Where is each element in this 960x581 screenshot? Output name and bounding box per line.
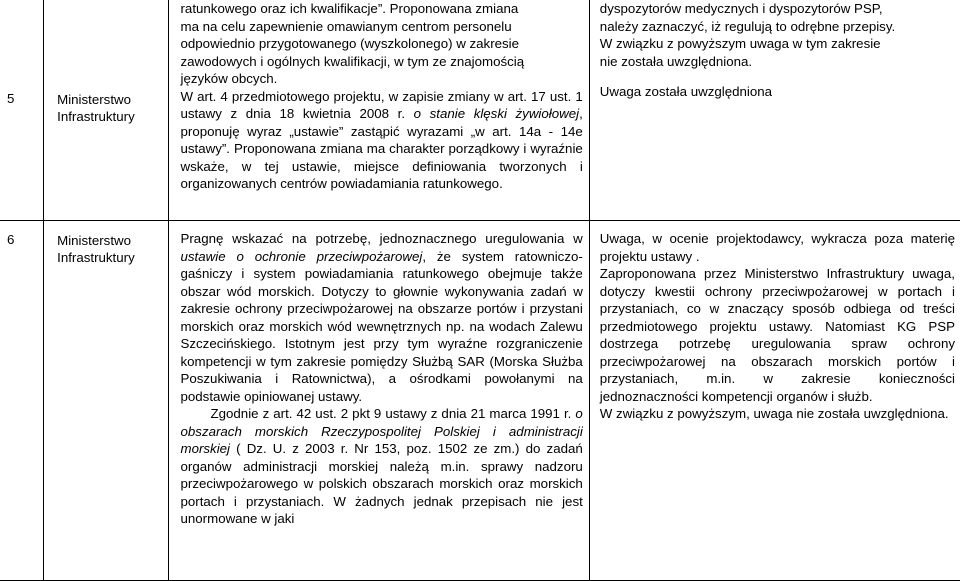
response-line: dyspozytorów medycznych i dyspozytorów PSP, [599,1,883,16]
row-number: 5 [0,0,44,221]
text-line: ma na celu zapewnienie omawianym centrom personelu [180,18,512,34]
response-line: W związku z powyższym uwaga w tym zakresie [599,36,881,51]
text-line: zawodowych i ogólnych kwalifikacji, w tym ze znajomością [180,53,525,69]
author-line: Infrastruktury [57,109,135,124]
response-paragraph: Zaproponowana przez Ministerstwo Infrastruktury uwaga, dotyczy kwestii ochrony przeciwpożarowej w portach i przystaniach, co w znaczący sposób odbiega od treści przedmiotowego projektu ustawy. Natomiast KG PSP dostrzega potrzebę uregulowania spraw ochrony przeciwpożarowej na obszarach morskich portów i przystaniach, m.in. w zakresie konieczności jednoznaczności kompetencji organów i służb. [599,266,955,404]
author-line: Ministerstwo [57,92,132,107]
row-number: 6 [0,221,44,581]
comment-paragraph: Zgodnie z art. 42 ust. 2 pkt 9 ustawy z dnia 21 marca 1991 r. o obszarach morskich Rzeczypospolitej Polskiej i administracji morskiej ( Dz. U. z 2003 r. Nr 153, poz. 1502 ze zm.) do zadań organów administracji morskiej należą m.in. sprawy nadzoru przeciwpożarowego w polskich obszarach morskich oraz morskich portach i przystaniach. W żadnych jednak przepisach nie jest unormowane w jaki [180,406,583,526]
comment-paragraph: W art. 4 przedmiotowego projektu, w zapisie zmiany w art. 17 ust. 1 ustawy z dnia 18 kwietnia 2008 r. o stanie klęski żywiołowej, proponuję wyraz „ustawie” zastąpić wyrazami „w art. 14a - 14e ustawy”. Proponowana zmiana ma charakter porządkowy i wyraźnie wskaże, w tej ustawie, miejsce definiowania tworzonych i organizowanych centrów powiadamiania ratunkowego. [180,88,583,191]
response-line: należy zaznaczyć, iż regulują to odrębne przepisy. [599,18,896,34]
response-paragraph: Uwaga, w ocenie projektodawcy, wykracza poza materię projektu ustawy . [599,231,955,264]
author-line: Ministerstwo [57,233,132,248]
table-row-5 [0,0,960,221]
comment-cell [168,221,589,581]
response-line: nie została uwzględniona. [599,53,753,69]
response-cell [589,221,960,581]
author-line: Infrastruktury [57,250,135,265]
response-paragraph: W związku z powyższym, uwaga nie została uwzględniona. [599,406,949,421]
response-cell [589,0,960,221]
text-line: języków obcych. [180,71,278,86]
text-line: ratunkowego oraz ich kwalifikacje”. Proponowana zmiana [180,1,519,16]
text-line: odpowiednio przygotowanego (wyszkolonego) w zakresie [180,36,520,51]
table-row-6 [0,221,960,581]
author-cell [44,0,168,221]
comment-paragraph: Pragnę wskazać na potrzebę, jednoznacznego uregulowania w ustawie o ochronie przeciwpożarowej, że system ratowniczo-gaśniczy i system powiadamiania ratunkowego obejmuje także obszar wód morskich. Dotyczy to głownie wykonywania zadań w zakresie ochrony przeciwpożarowej na obszarze portów i przystani morskich oraz morskich wód wewnętrznych np. na wodach Zalewu Szczecińskiego. Istotnym jest przy tym wyraźne rozgraniczenie kompetencji w tym zakresie pomiędzy Służbą SAR (Morska Służba Poszukiwania i Ratownictwa), a ośrodkami powołanymi na podstawie opiniowanej ustawy. [180,231,583,404]
response-line: Uwaga została uwzględniona [599,84,773,99]
author-cell [44,221,168,581]
comment-cell [168,0,589,221]
